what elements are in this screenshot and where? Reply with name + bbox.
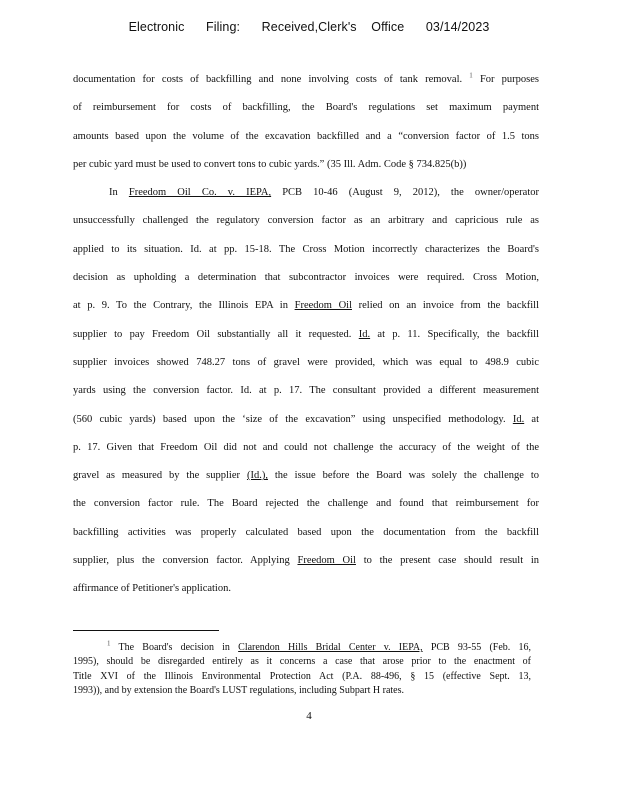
id-citation: Id.: [358, 328, 371, 340]
case-citation: Clarendon Hills Bridal Center v. IEPA,: [238, 642, 423, 653]
text-line: documentation for costs of backfilling and none involving costs of tank removal. $^1$ For purposes: [73, 71, 540, 85]
text-line: p. 17. Given that Freedom Oil did not and could not challenge the accuracy of the weight of the: [73, 441, 539, 453]
id-citation: (Id.),: [246, 470, 268, 482]
text-line: at p. 9. To the Contrary, the Illinois EPA in Freedom Oil relied on an invoice from the backfill: [73, 300, 540, 312]
header-date: 03/14/2023: [425, 20, 490, 34]
header-electronic: Electronic: [128, 20, 185, 34]
text-line: of reimbursement for costs of backfilling, the Board's regulations set maximum payment: [73, 102, 539, 114]
text-line: (560 cubic yards) based upon the ‘size of the excavation” using unspecified methodology. Id. at: [73, 413, 539, 425]
footnote-1: [73, 641, 531, 699]
text-line: applied to its situation. Id. at pp. 15-18. The Cross Motion incorrectly characterizes the Board's: [73, 243, 539, 255]
case-citation: Freedom Oil: [294, 300, 352, 312]
text-line: amounts based upon the volume of the excavation backfilled and a “conversion factor of 1.5 tons: [73, 130, 539, 142]
footnote-line: 1995), should be disregarded entirely as it concerns a case that arose prior to the enactment of: [73, 656, 531, 668]
text-line: decision as upholding a determination that subcontractor invoices were required. Cross Motion,: [73, 272, 539, 284]
text-line: the conversion factor rule. The Board rejected the challenge and found that reimbursement for: [73, 498, 539, 510]
text-line: supplier, plus the conversion factor. Applying Freedom Oil to the present case should result in: [73, 555, 540, 567]
text-line: affirmance of Petitioner's application.: [73, 583, 231, 595]
electronic-filing-header: [0, 20, 618, 34]
text-line: yards using the conversion factor. Id. at p. 17. The consultant provided a different measurement: [73, 385, 539, 397]
footnote-divider: [73, 630, 219, 631]
footnote-marker: 1: [107, 639, 111, 648]
body-text: [73, 70, 539, 608]
header-received: Received,Clerk's: [261, 20, 357, 34]
footnote-ref-1[interactable]: 1: [469, 71, 473, 80]
text-line: gravel as measured by the supplier (Id.), the issue before the Board was solely the challenge to: [73, 470, 540, 482]
text-line: supplier invoices showed 748.27 tons of gravel were provided, which was equal to 498.9 cubic: [73, 356, 539, 368]
text-line: supplier to pay Freedom Oil substantially all it requested. Id. at p. 11. Specifically, the backfill: [73, 328, 540, 340]
text-line: per cubic yard must be used to convert tons to cubic yards.” (35 Ill. Adm. Code § 734.825(b)): [73, 158, 467, 170]
footnote-line: Title XVI of the Illinois Environmental Protection Act (P.A. 88-496, § 15 (effective Sept. 13,: [73, 670, 531, 682]
text-line: unsuccessfully challenged the regulatory conversion factor as an arbitrary and capricious rule as: [73, 215, 539, 227]
page-number: 4: [306, 710, 312, 722]
id-citation: Id.: [512, 413, 525, 425]
case-citation: Freedom Oil: [297, 555, 356, 567]
header-filing: Filing:: [206, 20, 241, 34]
text-line: backfilling activities was properly calculated based upon the documentation from the backfill: [73, 526, 539, 538]
footnote-line: 1993)), and by extension the Board's LUST regulations, including Subpart H rates.: [73, 685, 405, 697]
header-office: Office: [371, 20, 405, 34]
footnote-line: $^1$ The Board's decision in Clarendon Hills Bridal Center v. IEPA, PCB 93-55 (Feb. 16,: [107, 639, 532, 653]
text-line: In Freedom Oil Co. v. IEPA, PCB 10-46 (August 9, 2012), the owner/operator: [109, 187, 540, 199]
case-citation: Freedom Oil Co. v. IEPA,: [128, 187, 272, 199]
